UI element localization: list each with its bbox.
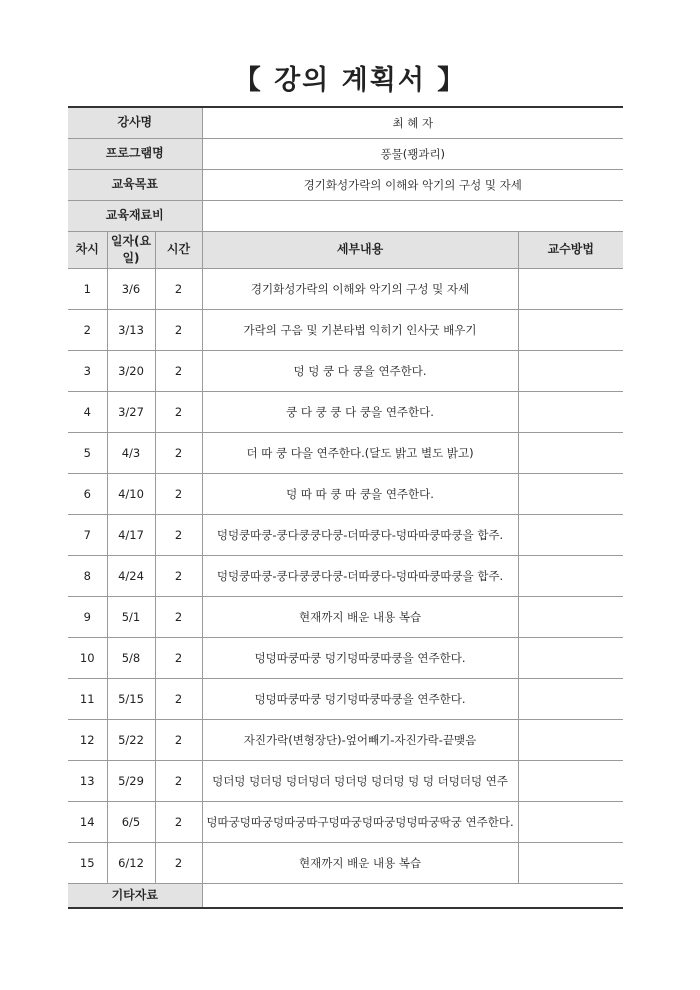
program-value: 풍물(꽹과리) bbox=[202, 139, 623, 170]
session-hours: 2 bbox=[155, 679, 202, 720]
session-hours: 2 bbox=[155, 638, 202, 679]
session-hours: 2 bbox=[155, 720, 202, 761]
session-date: 5/8 bbox=[107, 638, 155, 679]
col-session: 차시 bbox=[68, 232, 107, 269]
session-number: 10 bbox=[68, 638, 107, 679]
program-label: 프로그램명 bbox=[68, 139, 202, 170]
session-content: 덩덩쿵따쿵-쿵다쿵쿵다쿵-더따쿵다-덩따따쿵따쿵을 합주. bbox=[202, 556, 518, 597]
session-hours: 2 bbox=[155, 556, 202, 597]
session-content: 현재까지 배운 내용 복습 bbox=[202, 843, 518, 884]
session-number: 6 bbox=[68, 474, 107, 515]
session-row bbox=[68, 392, 623, 433]
session-hours: 2 bbox=[155, 351, 202, 392]
session-content: 더 따 쿵 다을 연주한다.(달도 밝고 별도 밝고) bbox=[202, 433, 518, 474]
session-method bbox=[518, 843, 623, 884]
goal-row bbox=[68, 170, 623, 201]
session-number: 4 bbox=[68, 392, 107, 433]
column-header-row bbox=[68, 232, 623, 269]
session-date: 5/22 bbox=[107, 720, 155, 761]
session-date: 3/6 bbox=[107, 269, 155, 310]
session-content: 덩따궁덩따궁덩따궁따구덩따궁덩따궁덩덩따궁딱궁 연주한다. bbox=[202, 802, 518, 843]
col-method: 교수방법 bbox=[518, 232, 623, 269]
etc-row bbox=[68, 884, 623, 909]
session-content: 가락의 구음 및 기본타법 익히기 인사굿 배우기 bbox=[202, 310, 518, 351]
session-date: 6/5 bbox=[107, 802, 155, 843]
material-value bbox=[202, 201, 623, 232]
col-content: 세부내용 bbox=[202, 232, 518, 269]
session-hours: 2 bbox=[155, 474, 202, 515]
session-content: 덩더덩 덩더덩 덩더덩더 덩더덩 덩더덩 덩 덩 더덩더덩 연주 bbox=[202, 761, 518, 802]
goal-value: 경기화성가락의 이해와 악기의 구성 및 자세 bbox=[202, 170, 623, 201]
session-row bbox=[68, 638, 623, 679]
session-method bbox=[518, 515, 623, 556]
session-number: 5 bbox=[68, 433, 107, 474]
session-method bbox=[518, 556, 623, 597]
session-number: 11 bbox=[68, 679, 107, 720]
session-date: 5/29 bbox=[107, 761, 155, 802]
session-method bbox=[518, 433, 623, 474]
session-row bbox=[68, 802, 623, 843]
session-date: 4/10 bbox=[107, 474, 155, 515]
session-row bbox=[68, 310, 623, 351]
session-number: 2 bbox=[68, 310, 107, 351]
session-method bbox=[518, 761, 623, 802]
session-date: 3/20 bbox=[107, 351, 155, 392]
session-hours: 2 bbox=[155, 269, 202, 310]
session-content: 경기화성가락의 이해와 악기의 구성 및 자세 bbox=[202, 269, 518, 310]
session-date: 5/15 bbox=[107, 679, 155, 720]
instructor-row bbox=[68, 107, 623, 139]
session-method bbox=[518, 679, 623, 720]
session-content: 덩덩따쿵따쿵 덩기덩따쿵따쿵을 연주한다. bbox=[202, 679, 518, 720]
session-hours: 2 bbox=[155, 843, 202, 884]
session-method bbox=[518, 720, 623, 761]
session-row bbox=[68, 597, 623, 638]
session-number: 1 bbox=[68, 269, 107, 310]
session-number: 12 bbox=[68, 720, 107, 761]
session-row bbox=[68, 351, 623, 392]
session-method bbox=[518, 392, 623, 433]
session-date: 4/24 bbox=[107, 556, 155, 597]
session-method bbox=[518, 269, 623, 310]
session-hours: 2 bbox=[155, 515, 202, 556]
session-content: 현재까지 배운 내용 복습 bbox=[202, 597, 518, 638]
session-number: 14 bbox=[68, 802, 107, 843]
session-method bbox=[518, 310, 623, 351]
material-label: 교육재료비 bbox=[68, 201, 202, 232]
session-number: 8 bbox=[68, 556, 107, 597]
session-hours: 2 bbox=[155, 761, 202, 802]
page-title: 【 강의 계획서 】 bbox=[233, 65, 467, 96]
session-method bbox=[518, 597, 623, 638]
session-date: 5/1 bbox=[107, 597, 155, 638]
session-row bbox=[68, 679, 623, 720]
program-row bbox=[68, 139, 623, 170]
session-content: 덩 덩 쿵 다 쿵을 연주한다. bbox=[202, 351, 518, 392]
session-number: 3 bbox=[68, 351, 107, 392]
instructor-label: 강사명 bbox=[68, 107, 202, 139]
session-number: 15 bbox=[68, 843, 107, 884]
lecture-plan-table bbox=[68, 106, 623, 909]
session-content: 덩 따 따 쿵 따 쿵을 연주한다. bbox=[202, 474, 518, 515]
session-hours: 2 bbox=[155, 392, 202, 433]
session-row bbox=[68, 474, 623, 515]
session-row bbox=[68, 720, 623, 761]
session-date: 4/3 bbox=[107, 433, 155, 474]
session-date: 6/12 bbox=[107, 843, 155, 884]
session-row bbox=[68, 761, 623, 802]
session-number: 13 bbox=[68, 761, 107, 802]
session-number: 7 bbox=[68, 515, 107, 556]
session-content: 덩덩쿵따쿵-쿵다쿵쿵다쿵-더따쿵다-덩따따쿵따쿵을 합주. bbox=[202, 515, 518, 556]
session-content: 쿵 다 쿵 쿵 다 쿵을 연주한다. bbox=[202, 392, 518, 433]
session-row bbox=[68, 269, 623, 310]
session-method bbox=[518, 638, 623, 679]
session-hours: 2 bbox=[155, 597, 202, 638]
session-hours: 2 bbox=[155, 802, 202, 843]
session-date: 3/27 bbox=[107, 392, 155, 433]
material-row bbox=[68, 201, 623, 232]
session-hours: 2 bbox=[155, 433, 202, 474]
session-method bbox=[518, 802, 623, 843]
session-row bbox=[68, 515, 623, 556]
col-date: 일자(요일) bbox=[107, 232, 155, 269]
session-row bbox=[68, 433, 623, 474]
etc-label: 기타자료 bbox=[68, 884, 202, 909]
session-hours: 2 bbox=[155, 310, 202, 351]
session-row bbox=[68, 843, 623, 884]
session-content: 자진가락(변형장단)-엎어빼기-자진가락-끝맺음 bbox=[202, 720, 518, 761]
goal-label: 교육목표 bbox=[68, 170, 202, 201]
etc-value bbox=[202, 884, 623, 909]
session-number: 9 bbox=[68, 597, 107, 638]
session-row bbox=[68, 556, 623, 597]
col-hours: 시간 bbox=[155, 232, 202, 269]
session-date: 3/13 bbox=[107, 310, 155, 351]
instructor-value: 최 혜 자 bbox=[202, 107, 623, 139]
session-content: 덩덩따쿵따쿵 덩기덩따쿵따쿵을 연주한다. bbox=[202, 638, 518, 679]
session-method bbox=[518, 474, 623, 515]
session-method bbox=[518, 351, 623, 392]
session-date: 4/17 bbox=[107, 515, 155, 556]
